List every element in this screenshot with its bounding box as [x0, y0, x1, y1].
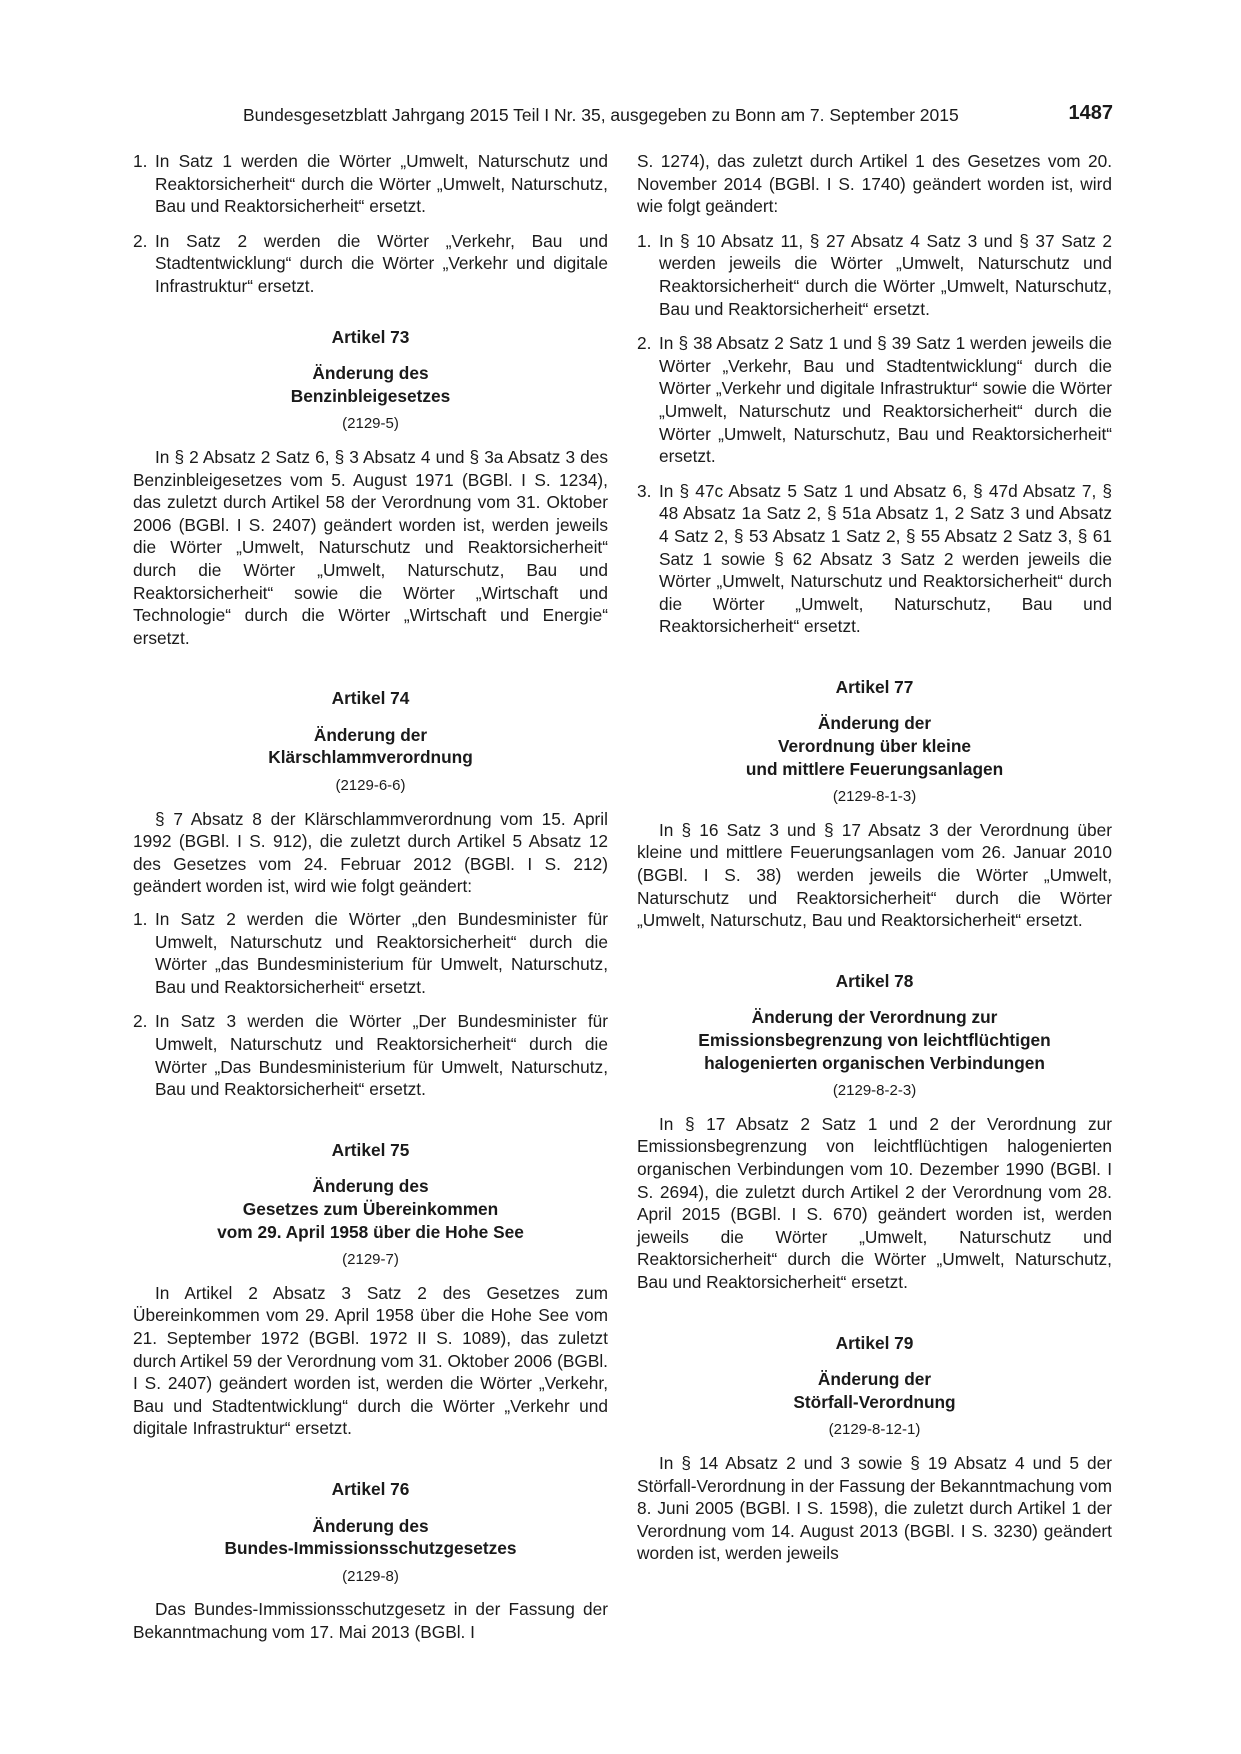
item-text: In § 10 Absatz 11, § 27 Absatz 4 Satz 3 und § 37 Satz 2 werden jeweils die Wörter „Umwelt, Naturschutz und Reaktorsicherheit“ durch die Wörter „Umwelt, Naturschutz, Bau und Reaktorsicherheit“ ersetzt.: [659, 230, 1112, 319]
article-title-line: Änderung der: [817, 713, 932, 734]
article-code: (2129-8-2-3): [832, 1082, 917, 1100]
item-number: 2.: [637, 333, 652, 354]
article-text: § 7 Absatz 8 der Klärschlammverordnung vom 15. April 1992 (BGBl. I S. 912), die zuletzt durch Artikel 5 Absatz 12 des Gesetzes vom 24. Februar 2012 (BGBl. I S. 212) geändert worden ist, wird wie folgt geändert:: [133, 808, 608, 897]
article-73: [133, 326, 608, 650]
item-text: In Satz 2 werden die Wörter „Verkehr, Bau und Stadtentwicklung“ durch die Wörter „Verkehr und digitale Infrastruktur“ ersetzt.: [155, 230, 608, 296]
article-title-line: Änderung des: [312, 1176, 429, 1197]
list-item: [637, 332, 1112, 468]
item-number: 1.: [637, 230, 652, 251]
article-title-line: Verordnung über kleine: [777, 736, 971, 757]
item-number: 1.: [133, 909, 148, 930]
article-code: (2129-7): [342, 1251, 399, 1269]
left-column: [133, 150, 608, 1643]
article-text: In § 16 Satz 3 und § 17 Absatz 3 der Verordnung über kleine und mittlere Feuerungsanlagen vom 26. Januar 2010 (BGBl. I S. 38) werden jeweils die Wörter „Umwelt, Naturschutz und Reaktorsicherheit“ durch die Wörter „Umwelt, Naturschutz, Bau und Reaktorsicherheit“ ersetzt.: [637, 819, 1112, 931]
article-title-line: Bundes-Immissionsschutzgesetzes: [224, 1538, 517, 1559]
article-title-line: Änderung der: [817, 1369, 932, 1390]
continued-text: S. 1274), das zuletzt durch Artikel 1 des Gesetzes vom 20. November 2014 (BGBl. I S. 1740) geändert worden ist, wird wie folgt geändert:: [637, 151, 1112, 217]
item-number: 1.: [133, 151, 148, 171]
article-title-line: Änderung der: [313, 724, 428, 745]
article-code: (2129-8-1-3): [832, 788, 917, 806]
article-heading: Artikel 77: [835, 676, 914, 697]
item-text: In Satz 3 werden die Wörter „Der Bundesminister für Umwelt, Naturschutz und Reaktorsicherheit“ durch die Wörter „Das Bundesministerium für Umwelt, Naturschutz, Bau und Reaktorsicherheit“ ersetzt.: [155, 1011, 608, 1100]
right-column: [637, 150, 1112, 1565]
list-item: [133, 1010, 608, 1100]
item-number: 2.: [133, 230, 148, 251]
article-74: [133, 687, 608, 1101]
article-title-line: Störfall-Verordnung: [793, 1391, 956, 1412]
list-item: [637, 480, 1112, 638]
item-number: 2.: [133, 1011, 148, 1032]
item-number: 3.: [637, 480, 652, 501]
article-title-line: Benzinbleigesetzes: [290, 385, 451, 406]
article-title-line: vom 29. April 1958 über die Hohe See: [217, 1221, 524, 1242]
article-heading: Artikel 75: [331, 1139, 410, 1160]
article-heading: Artikel 79: [835, 1332, 914, 1353]
list-item: [133, 908, 608, 998]
article-title-line: halogenierten organischen Verbindungen: [704, 1052, 1045, 1073]
item-text: In Satz 1 werden die Wörter „Umwelt, Naturschutz und Reaktorsicherheit“ durch die Wörter „Umwelt, Naturschutz, Bau und Reaktorsicherheit“ ersetzt.: [155, 151, 608, 217]
item-text: In Satz 2 werden die Wörter „den Bundesminister für Umwelt, Naturschutz und Reaktorsicherheit“ durch die Wörter „das Bundesministerium für Umwelt, Naturschutz, Bau und Reaktorsicherheit“ ersetzt.: [155, 909, 608, 997]
article-text: In Artikel 2 Absatz 3 Satz 2 des Gesetzes zum Übereinkommen vom 29. April 1958 über die Hohe See vom 21. September 1972 (BGBl. 1972 II S. 1089), das zuletzt durch Artikel 59 der Verordnung vom 31. Oktober 2006 (BGBl. I S. 2407) geändert worden ist, werden die Wörter „Verkehr, Bau und Stadtentwicklung“ durch die Wörter „Verkehr und digitale Infrastruktur“ ersetzt.: [133, 1282, 608, 1439]
article-code: (2129-5): [342, 415, 399, 433]
article-title-line: Klärschlammverordnung: [268, 747, 473, 768]
article-heading: Artikel 78: [835, 970, 914, 991]
article-78: [637, 970, 1112, 1294]
item-text: In § 38 Absatz 2 Satz 1 und § 39 Satz 1 werden jeweils die Wörter „Verkehr, Bau und Stadtentwicklung“ durch die Wörter „Verkehr und digitale Infrastruktur“ sowie die Wörter „Umwelt, Naturschutz und Reaktorsicherheit“ durch die Wörter „Umwelt, Naturschutz, Bau und Reaktorsicherheit“ ersetzt.: [659, 333, 1112, 467]
list-item: [637, 230, 1112, 320]
article-heading: Artikel 73: [331, 326, 410, 347]
list-item: [133, 150, 608, 218]
article-code: (2129-8): [342, 1567, 399, 1585]
page-header: [243, 102, 1113, 128]
article-code: (2129-6-6): [335, 777, 406, 795]
article-77: [637, 676, 1112, 932]
article-text: In § 17 Absatz 2 Satz 1 und 2 der Verordnung zur Emissionsbegrenzung von leichtflüchtigen halogenierten organischen Verbindungen vom 10. Dezember 1990 (BGBl. I S. 2694), die zuletzt durch Artikel 2 der Verordnung vom 28. April 2015 (BGBl. I S. 670) geändert worden ist, werden jeweils die Wörter „Umwelt, Naturschutz und Reaktorsicherheit“ durch die Wörter „Umwelt, Naturschutz, Bau und Reaktorsicherheit“ ersetzt.: [637, 1113, 1112, 1292]
list-item: [133, 230, 608, 298]
article-text: In § 2 Absatz 2 Satz 6, § 3 Absatz 4 und § 3a Absatz 3 des Benzinbleigesetzes vom 5. August 1971 (BGBl. I S. 1234), das zuletzt durch Artikel 58 der Verordnung vom 31. Oktober 2006 (BGBl. I S. 2407) geändert worden ist, werden jeweils die Wörter „Umwelt, Naturschutz und Reaktorsicherheit“ durch die Wörter „Umwelt, Naturschutz, Bau und Reaktorsicherheit“ sowie die Wörter „Wirtschaft und Technologie“ durch die Wörter „Wirtschaft und Energie“ ersetzt.: [133, 446, 608, 648]
article-text: In § 14 Absatz 2 und 3 sowie § 19 Absatz 4 und 5 der Störfall-Verordnung in der Fassung der Bekanntmachung vom 8. Juni 2005 (BGBl. I S. 1598), die zuletzt durch Artikel 1 der Verordnung vom 14. August 2013 (BGBl. I S. 3230) geändert worden ist, werden jeweils: [637, 1452, 1112, 1564]
item-text: In § 47c Absatz 5 Satz 1 und Absatz 6, § 47d Absatz 7, § 48 Absatz 1a Satz 2, § 51a Absatz 1, 2 Satz 3 und Absatz 4 Satz 2, § 53 Absatz 1 Satz 2, § 55 Absatz 2 Satz 3, § 61 Satz 1 sowie § 62 Absatz 3 Satz 2 werden jeweils die Wörter „Umwelt, Naturschutz und Reaktorsicherheit“ durch die Wörter „Umwelt, Naturschutz, Bau und Reaktorsicherheit“ ersetzt.: [659, 480, 1112, 637]
article-heading: Artikel 74: [331, 688, 410, 709]
article-title-line: und mittlere Feuerungsanlagen: [745, 758, 1004, 779]
article-title-line: Änderung der Verordnung zur: [751, 1007, 998, 1028]
page-number: 1487: [1068, 102, 1113, 124]
article-76: [133, 1478, 608, 1644]
article-code: (2129-8-12-1): [828, 1421, 921, 1439]
article-text: Das Bundes-Immissionsschutzgesetz in der Fassung der Bekanntmachung vom 17. Mai 2013 (BGBl. I: [133, 1599, 608, 1642]
article-heading: Artikel 76: [331, 1478, 410, 1499]
header-publication-line: Bundesgesetzblatt Jahrgang 2015 Teil I Nr. 35, ausgegeben zu Bonn am 7. September 2015: [243, 105, 959, 125]
article-title-line: Änderung des: [312, 1515, 429, 1536]
article-title-line: Änderung des: [312, 363, 429, 384]
article-title-line: Emissionsbegrenzung von leichtflüchtigen: [698, 1030, 1051, 1050]
article-75: [133, 1139, 608, 1440]
article-title-line: Gesetzes zum Übereinkommen: [242, 1198, 499, 1219]
article-79: [637, 1332, 1112, 1565]
